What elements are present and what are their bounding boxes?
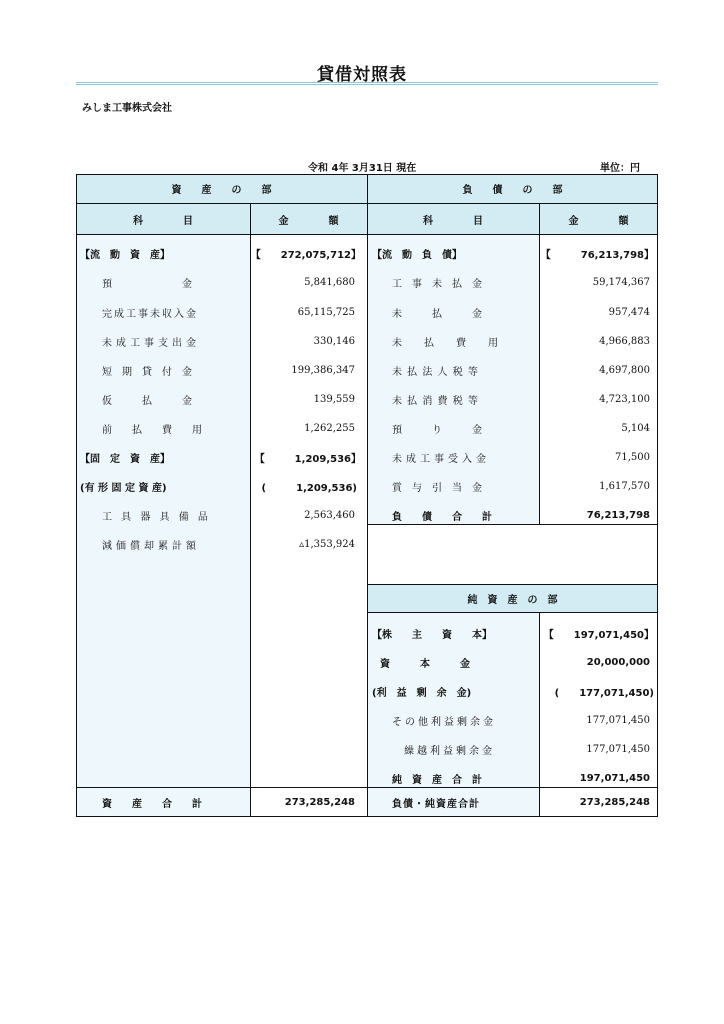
report-date: 令和 4年 3月31日 現在 xyxy=(308,163,417,174)
balance-sheet-table xyxy=(76,174,658,817)
assets-amount-header: 金 額 xyxy=(278,215,339,227)
list-item-label: (利 益 剰 余 金) xyxy=(372,688,472,699)
title-underline xyxy=(76,82,658,85)
net-assets-section-header: 純 資 産 の 部 xyxy=(467,594,558,606)
list-item-amount: ( 1,209,536) xyxy=(261,483,357,494)
liabilities-net-assets-total-amount: 273,285,248 xyxy=(579,797,650,808)
list-item-label: 【株 主 資 本】 xyxy=(372,630,492,641)
list-item-label: 繰越利益剰余金 xyxy=(404,746,495,757)
list-item-amount: 【 197,071,450】 xyxy=(543,630,654,641)
list-item-label: 前 払 費 用 xyxy=(102,425,202,436)
list-item-label: 【流 動 資 産】 xyxy=(80,250,170,261)
net-assets-total-amount: 197,071,450 xyxy=(579,773,650,784)
list-item-label: 工 具 器 具 備 品 xyxy=(102,512,211,523)
list-item-amount: 4,697,800 xyxy=(599,365,650,376)
list-item-amount: 139,559 xyxy=(313,394,355,405)
list-item-label: 工 事 未 払 金 xyxy=(392,279,482,290)
list-item-amount: 957,474 xyxy=(608,307,650,318)
list-item-amount: 71,500 xyxy=(615,452,650,463)
liabilities-total-amount: 76,213,798 xyxy=(586,510,650,521)
list-item-label: 預 り 金 xyxy=(392,425,482,436)
list-item-label: 未成工事受入金 xyxy=(392,454,490,465)
unit-label: 単位：円 xyxy=(600,163,640,174)
company-name: みしま工事株式会社 xyxy=(82,103,172,114)
list-item-label: 仮 払 金 xyxy=(102,396,192,407)
list-item-amount: 59,174,367 xyxy=(592,277,650,288)
list-item-amount: 199,386,347 xyxy=(291,365,355,376)
list-item-amount: 4,966,883 xyxy=(599,336,650,347)
list-item-amount: 【 76,213,798】 xyxy=(540,250,654,261)
list-item-amount: 4,723,100 xyxy=(599,394,650,405)
list-item-label: 減価償却累計額 xyxy=(102,541,200,552)
list-item-label: 【流 動 負 債】 xyxy=(372,250,462,261)
list-item-label: 資 本 金 xyxy=(380,659,470,670)
page-title: 貸借対照表 xyxy=(317,65,407,85)
assets-total-amount: 273,285,248 xyxy=(284,797,355,808)
list-item-amount: 177,071,450 xyxy=(586,715,650,726)
list-item-label: 未 払 消 費 税 等 xyxy=(392,396,479,407)
list-item-amount: 5,841,680 xyxy=(304,277,355,288)
list-item-label: 預 金 xyxy=(102,279,192,290)
liabilities-item-header: 科 目 xyxy=(423,215,483,227)
list-item-amount: 2,563,460 xyxy=(304,510,355,521)
list-item-amount: ▵1,353,924 xyxy=(299,539,355,550)
list-item-amount: 330,146 xyxy=(313,336,355,347)
list-item-label: (有 形 固 定 資 産) xyxy=(80,483,167,494)
assets-item-header: 科 目 xyxy=(133,215,193,227)
list-item-label: 未 払 金 xyxy=(392,309,482,320)
list-item-label: 未 払 法 人 税 等 xyxy=(392,367,479,378)
assets-section-header: 資 産 の 部 xyxy=(171,185,272,196)
list-item-amount: 177,071,450 xyxy=(586,744,650,755)
liabilities-total-label: 負 債 合 計 xyxy=(392,512,492,523)
liabilities-amount-header: 金 額 xyxy=(568,215,629,227)
list-item-label: 完成工事未収入金 xyxy=(102,309,198,320)
list-item-label: その他利益剰余金 xyxy=(392,717,496,728)
list-item-label: 未成工事支出金 xyxy=(102,338,200,349)
list-item-label: 未 払 費 用 xyxy=(392,338,504,349)
list-item-amount: 【 1,209,536】 xyxy=(254,454,361,465)
list-item-amount: 1,262,255 xyxy=(304,423,355,434)
list-item-label: 【固 定 資 産】 xyxy=(80,454,170,465)
list-item-label: 賞 与 引 当 金 xyxy=(392,483,482,494)
list-item-amount: 1,617,570 xyxy=(599,481,650,492)
assets-total-label: 資 産 合 計 xyxy=(102,799,202,810)
liabilities-net-assets-total-label: 負債・純資産合計 xyxy=(392,799,480,810)
net-assets-total-label: 純 資 産 合 計 xyxy=(392,775,482,786)
list-item-amount: 5,104 xyxy=(621,423,650,434)
liabilities-section-header: 負 債 の 部 xyxy=(462,185,563,196)
list-item-amount: 【 272,075,712】 xyxy=(250,250,361,261)
list-item-label: 短 期 貸 付 金 xyxy=(102,367,192,378)
list-item-amount: 20,000,000 xyxy=(586,657,650,668)
list-item-amount: ( 177,071,450) xyxy=(554,688,654,699)
list-item-amount: 65,115,725 xyxy=(297,307,355,318)
